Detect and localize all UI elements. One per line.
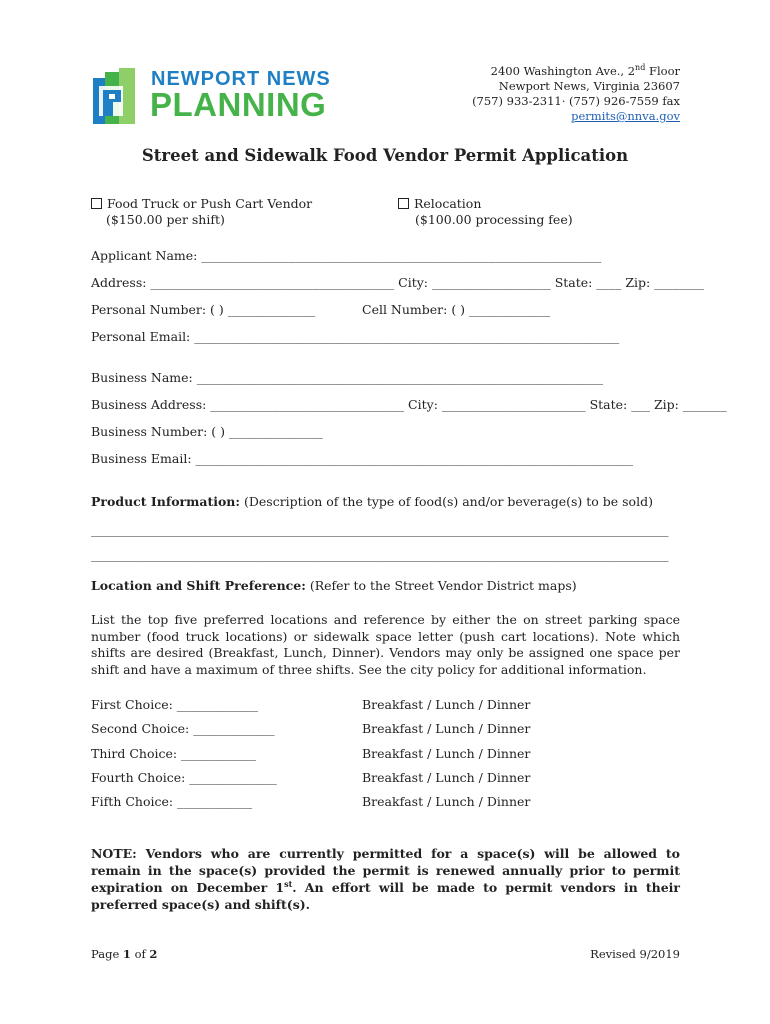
- food-truck-checkbox[interactable]: [91, 198, 102, 209]
- address-street: [472, 64, 680, 79]
- street-text: 2400 Washington Ave., 2: [490, 64, 636, 78]
- fifth-choice-shifts[interactable]: Breakfast / Lunch / Dinner: [362, 794, 531, 809]
- planning-logo-icon: [93, 68, 137, 124]
- location-info: [91, 578, 577, 594]
- location-instructions: List the top five preferred locations and reference by either the on street parking space number (food truck locations) or sidewalk space letter (push cart locations). Note which shifts are desired (Breakfast, Lunch, Dinner). Vendors may only be assigned one space per shift and have a maximum of three shifts. See the city policy for additional information.: [91, 612, 680, 677]
- phone-fax: (757) 933-2311· (757) 926-7559 fax: [472, 94, 680, 108]
- floor-sup: nd: [635, 63, 646, 73]
- food-truck-fee: ($150.00 per shift): [106, 212, 225, 227]
- address-field[interactable]: Address: _______________________________________ City: ___________________ State: ____ Zip: ________: [91, 275, 705, 290]
- second-choice-shifts[interactable]: Breakfast / Lunch / Dinner: [362, 721, 531, 736]
- page-current: 1: [122, 947, 131, 961]
- first-choice-field[interactable]: First Choice: _____________: [91, 697, 259, 712]
- logo-line-1: NEWPORT NEWS: [151, 68, 331, 90]
- floor-text: Floor: [645, 64, 680, 78]
- product-line-2[interactable]: _________________________________________________________________________________________________: [91, 547, 669, 562]
- page-mid: of: [130, 947, 150, 961]
- third-choice-field[interactable]: Third Choice: ____________: [91, 746, 257, 761]
- logo-line-2: PLANNING: [150, 86, 327, 123]
- logo: [93, 68, 358, 126]
- address-city: Newport News, Virginia 23607: [498, 79, 680, 93]
- business-email-field[interactable]: Business Email: ______________________________________________________________________: [91, 451, 634, 466]
- product-info: [91, 494, 653, 510]
- product-description: (Description of the type of food(s) and/or beverage(s) to be sold): [240, 494, 653, 509]
- relocation-label: Relocation: [414, 196, 482, 211]
- business-name-field[interactable]: Business Name: _________________________________________________________________: [91, 370, 603, 385]
- relocation-fee: ($100.00 processing fee): [415, 212, 573, 227]
- food-truck-option[interactable]: [91, 196, 312, 212]
- vendor-note: [91, 845, 680, 913]
- address-block: [472, 64, 680, 124]
- revised-date: Revised 9/2019: [590, 947, 680, 961]
- applicant-name-field[interactable]: Applicant Name: ________________________________________________________________: [91, 248, 602, 263]
- fourth-choice-shifts[interactable]: Breakfast / Lunch / Dinner: [362, 770, 531, 785]
- note-main: NOTE: Vendors who are currently permitted for a space(s) will be allowed to remain in the space(s) provided the permit is renewed annually prior to permit expiration on December 1: [91, 846, 680, 895]
- food-truck-label: Food Truck or Push Cart Vendor: [107, 196, 313, 211]
- business-number-field[interactable]: Business Number: ( ) _______________: [91, 424, 323, 439]
- email-link[interactable]: permits@nnva.gov: [571, 109, 680, 123]
- product-heading: Product Information:: [91, 494, 241, 509]
- business-address-field[interactable]: Business Address: _______________________________ City: _______________________ State: ___ Zip: _______: [91, 397, 727, 412]
- location-heading: Location and Shift Preference:: [91, 578, 306, 593]
- fifth-choice-field[interactable]: Fifth Choice: ____________: [91, 794, 253, 809]
- fourth-choice-field[interactable]: Fourth Choice: ______________: [91, 770, 277, 785]
- page-number: [91, 946, 157, 962]
- note-sup: st: [284, 878, 293, 889]
- relocation-option[interactable]: [398, 196, 481, 212]
- personal-number-field[interactable]: Personal Number: ( ) ______________: [91, 302, 316, 317]
- product-line-1[interactable]: _________________________________________________________________________________________________: [91, 522, 669, 537]
- location-description: (Refer to the Street Vendor District maps): [305, 578, 577, 593]
- personal-email-field[interactable]: Personal Email: ____________________________________________________________________: [91, 329, 620, 344]
- third-choice-shifts[interactable]: Breakfast / Lunch / Dinner: [362, 746, 531, 761]
- relocation-checkbox[interactable]: [398, 198, 409, 209]
- second-choice-field[interactable]: Second Choice: _____________: [91, 721, 275, 736]
- cell-number-field[interactable]: Cell Number: ( ) _____________: [362, 302, 551, 317]
- first-choice-shifts[interactable]: Breakfast / Lunch / Dinner: [362, 697, 531, 712]
- note-end: . An effort will be made to permit vendors in their preferred space(s) and shift(s).: [91, 880, 680, 912]
- page-prefix: Page: [91, 947, 123, 961]
- page-title: Street and Sidewalk Food Vendor Permit Application: [141, 146, 629, 165]
- page-total: 2: [149, 947, 158, 961]
